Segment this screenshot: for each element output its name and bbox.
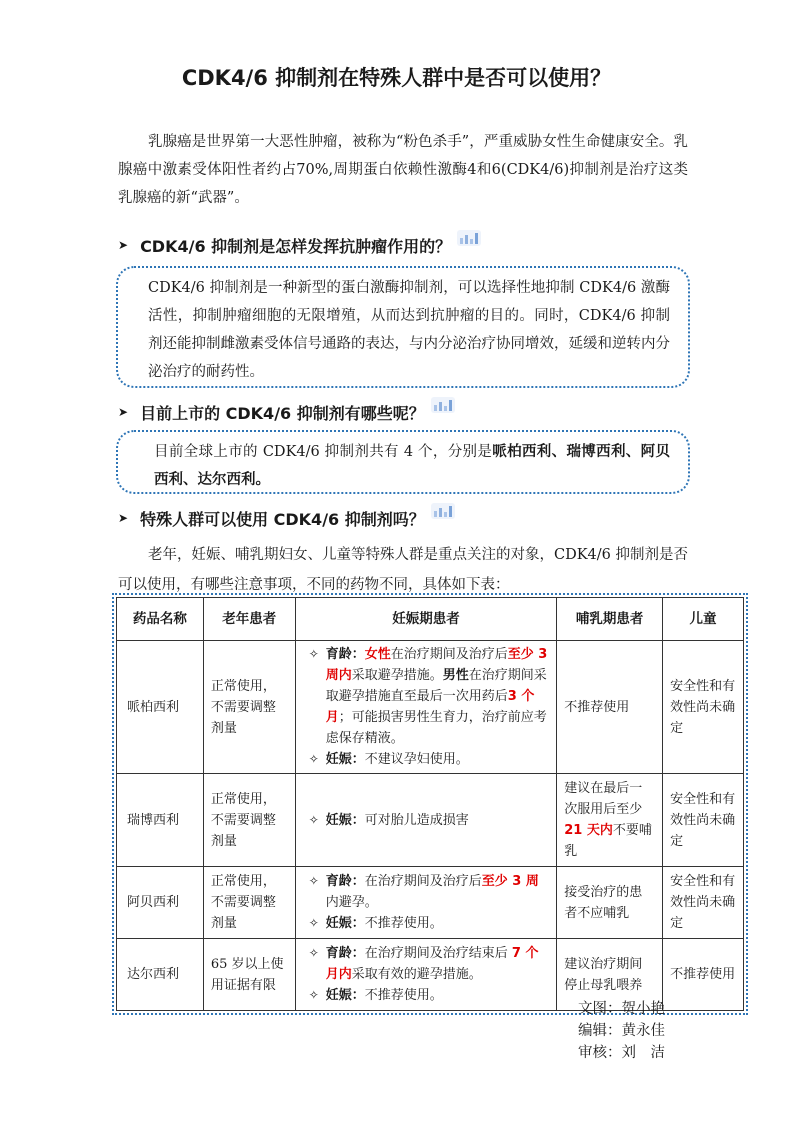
- pregnancy-item-label: 育龄：: [325, 874, 365, 889]
- pregnancy-cell: [295, 939, 557, 1011]
- diamond-outline-icon: ✧: [308, 874, 319, 888]
- elderly-cell: 65 岁以上使用证据有限: [203, 939, 295, 1011]
- highlight-text: 3 个月: [325, 689, 535, 725]
- children-cell: 安全性和有效性尚未确定: [663, 641, 744, 774]
- diamond-outline-icon: ✧: [308, 946, 319, 960]
- heading-text: 目前上市的 CDK4/6 抑制剂有哪些呢？: [140, 403, 425, 423]
- drug-name-cell: 达尔西利: [117, 939, 204, 1011]
- header-pregnancy: 妊娠期患者: [295, 598, 557, 641]
- pregnancy-item-text: [326, 810, 551, 831]
- diamond-outline-icon: ✧: [308, 916, 319, 930]
- intro-paragraph: 乳腺癌是世界第一大恶性肿瘤，被称为“粉色杀手”，严重威胁女性生命健康安全。乳腺癌中激素受体阳性者约占70%,周期蛋白依赖性激酶4和6(CDK4/6)抑制剂是治疗这类乳腺癌的新“武器”。: [118, 134, 688, 206]
- pregnancy-item-label: 妊娠：: [325, 812, 365, 828]
- pregnancy-item-label: 妊娠：: [325, 916, 365, 931]
- pregnancy-item: [302, 871, 551, 913]
- credit-reviewer: 审核：刘 洁: [578, 1045, 665, 1061]
- pregnancy-item-text: [326, 913, 551, 934]
- chart-bars-icon: [431, 501, 457, 525]
- chart-bars-icon: [431, 395, 457, 419]
- credit-editor: 编辑：黄永佳: [578, 1023, 665, 1039]
- pregnancy-item-label: 妊娠：: [325, 752, 365, 767]
- lactation-cell: [557, 641, 663, 774]
- section-heading-special: [118, 505, 457, 531]
- lactation-cell: [557, 867, 663, 939]
- marketed-drugs: 哌柏西利、瑞博西利、阿贝西利、达尔西利。: [154, 444, 670, 488]
- cell-text: 男性: [442, 668, 469, 683]
- highlight-text: 至少 3 周: [481, 874, 539, 889]
- arrow-right-icon: ➤: [118, 405, 129, 419]
- elderly-cell: 正常使用，不需要调整剂量: [203, 774, 295, 867]
- cell-text: 采取有效的避孕措施。: [351, 967, 482, 982]
- credit-author: 文图：贺小艳: [578, 1001, 665, 1017]
- cell-text: 在治疗期间及治疗后: [390, 647, 508, 662]
- cell-text: 不建议孕妇使用。: [364, 752, 469, 767]
- highlight-text: 7 个月内: [325, 946, 539, 982]
- pregnancy-cell: [295, 774, 557, 867]
- pregnancy-item: [302, 943, 551, 985]
- arrow-right-icon: ➤: [118, 238, 129, 252]
- section-heading-marketed: [118, 399, 457, 425]
- header-lactation: 哺乳期患者: [557, 598, 663, 641]
- diamond-outline-icon: ✧: [308, 647, 319, 661]
- drug-name-cell: 哌柏西利: [117, 641, 204, 774]
- cell-text: 不推荐使用。: [364, 988, 443, 1003]
- cell-text: 建议治疗期间停止母乳喂养: [564, 956, 643, 993]
- marketed-box: [116, 430, 690, 494]
- elderly-cell: 正常使用，不需要调整剂量: [203, 867, 295, 939]
- pregnancy-item-text: [326, 749, 551, 770]
- special-population-paragraph: 老年，妊娠、哺乳期妇女、儿童等特殊人群是重点关注的对象，CDK4/6 抑制剂是否可以使用，有哪些注意事项，不同的药物不同，具体如下表：: [118, 547, 688, 593]
- pregnancy-item: [302, 644, 551, 749]
- diamond-outline-icon: ✧: [308, 752, 319, 766]
- pregnancy-item: [302, 913, 551, 934]
- section-heading-mechanism: [118, 232, 483, 258]
- heading-text: 特殊人群可以使用 CDK4/6 抑制剂吗？: [140, 509, 425, 529]
- header-drug-name: 药品名称: [117, 598, 204, 641]
- pregnancy-cell: [295, 867, 557, 939]
- pregnancy-item-text: [326, 985, 551, 1006]
- pregnancy-item-label: 妊娠：: [325, 988, 365, 1003]
- cell-text: 可对胎儿造成损害: [364, 812, 469, 828]
- table-row: [117, 774, 744, 867]
- pregnancy-item-text: [326, 871, 551, 913]
- pregnancy-item-label: 育龄：: [325, 647, 365, 662]
- highlight-text: 21 天内: [564, 823, 613, 838]
- pregnancy-item: [302, 749, 551, 770]
- diamond-outline-icon: ✧: [308, 812, 319, 827]
- mechanism-box: CDK4/6 抑制剂是一种新型的蛋白激酶抑制剂，可以选择性地抑制 CDK4/6 激酶活性，抑制肿瘤细胞的无限增殖，从而达到抗肿瘤的目的。同时，CDK4/6 抑制剂还能抑制雌激素受体信号通路的表达，与内分泌治疗协同增效，延缓和逆转内分泌治疗的耐药性。: [116, 266, 690, 388]
- arrow-right-icon: ➤: [118, 511, 129, 525]
- chart-bars-icon: [457, 228, 483, 252]
- children-cell: 安全性和有效性尚未确定: [663, 774, 744, 867]
- cell-text: 在治疗期间采取避孕措施直至最后一次用药后: [325, 668, 547, 704]
- table-header-row: [117, 598, 744, 641]
- cell-text: 采取避孕措施。: [351, 668, 443, 683]
- cell-text: 在治疗期间及治疗后: [364, 874, 482, 889]
- cell-text: 建议在最后一次服用后至少: [564, 781, 643, 817]
- cell-text: 内避孕。: [325, 895, 378, 910]
- lactation-cell: [557, 774, 663, 867]
- cell-text: 接受治疗的患者不应哺乳: [564, 884, 643, 921]
- children-cell: 不推荐使用: [663, 939, 744, 1011]
- cell-text: 不要哺乳: [564, 823, 652, 859]
- children-cell: 安全性和有效性尚未确定: [663, 867, 744, 939]
- pregnancy-item-label: 育龄：: [325, 946, 365, 961]
- drug-name-cell: 阿贝西利: [117, 867, 204, 939]
- cell-text: 在治疗期间及治疗结束后: [364, 946, 512, 961]
- elderly-cell: 正常使用，不需要调整剂量: [203, 641, 295, 774]
- pregnancy-item-text: [326, 644, 551, 749]
- pregnancy-cell: [295, 641, 557, 774]
- cell-text: 不推荐使用。: [364, 916, 443, 931]
- pregnancy-item-text: [326, 943, 551, 985]
- cell-text: ；可能损害男性生育力，治疗前应考虑保存精液。: [325, 710, 547, 746]
- cell-text: 不推荐使用: [564, 699, 630, 715]
- table-row: [117, 867, 744, 939]
- diamond-outline-icon: ✧: [308, 988, 319, 1002]
- header-elderly: 老年患者: [203, 598, 295, 641]
- highlight-text: 女性: [364, 647, 391, 662]
- pregnancy-item: [302, 810, 551, 831]
- credits: [578, 998, 665, 1064]
- heading-text: CDK4/6 抑制剂是怎样发挥抗肿瘤作用的？: [140, 236, 452, 256]
- page-title: CDK4/6 抑制剂在特殊人群中是否可以使用？: [181, 66, 612, 90]
- pregnancy-item: [302, 985, 551, 1006]
- highlight-text: 至少 3 周内: [325, 647, 548, 683]
- marketed-text: 目前全球上市的 CDK4/6 抑制剂共有 4 个，分别是: [154, 444, 493, 460]
- drug-name-cell: 瑞博西利: [117, 774, 204, 867]
- table-row: [117, 641, 744, 774]
- header-children: 儿童: [663, 598, 744, 641]
- drug-table: [116, 597, 744, 1011]
